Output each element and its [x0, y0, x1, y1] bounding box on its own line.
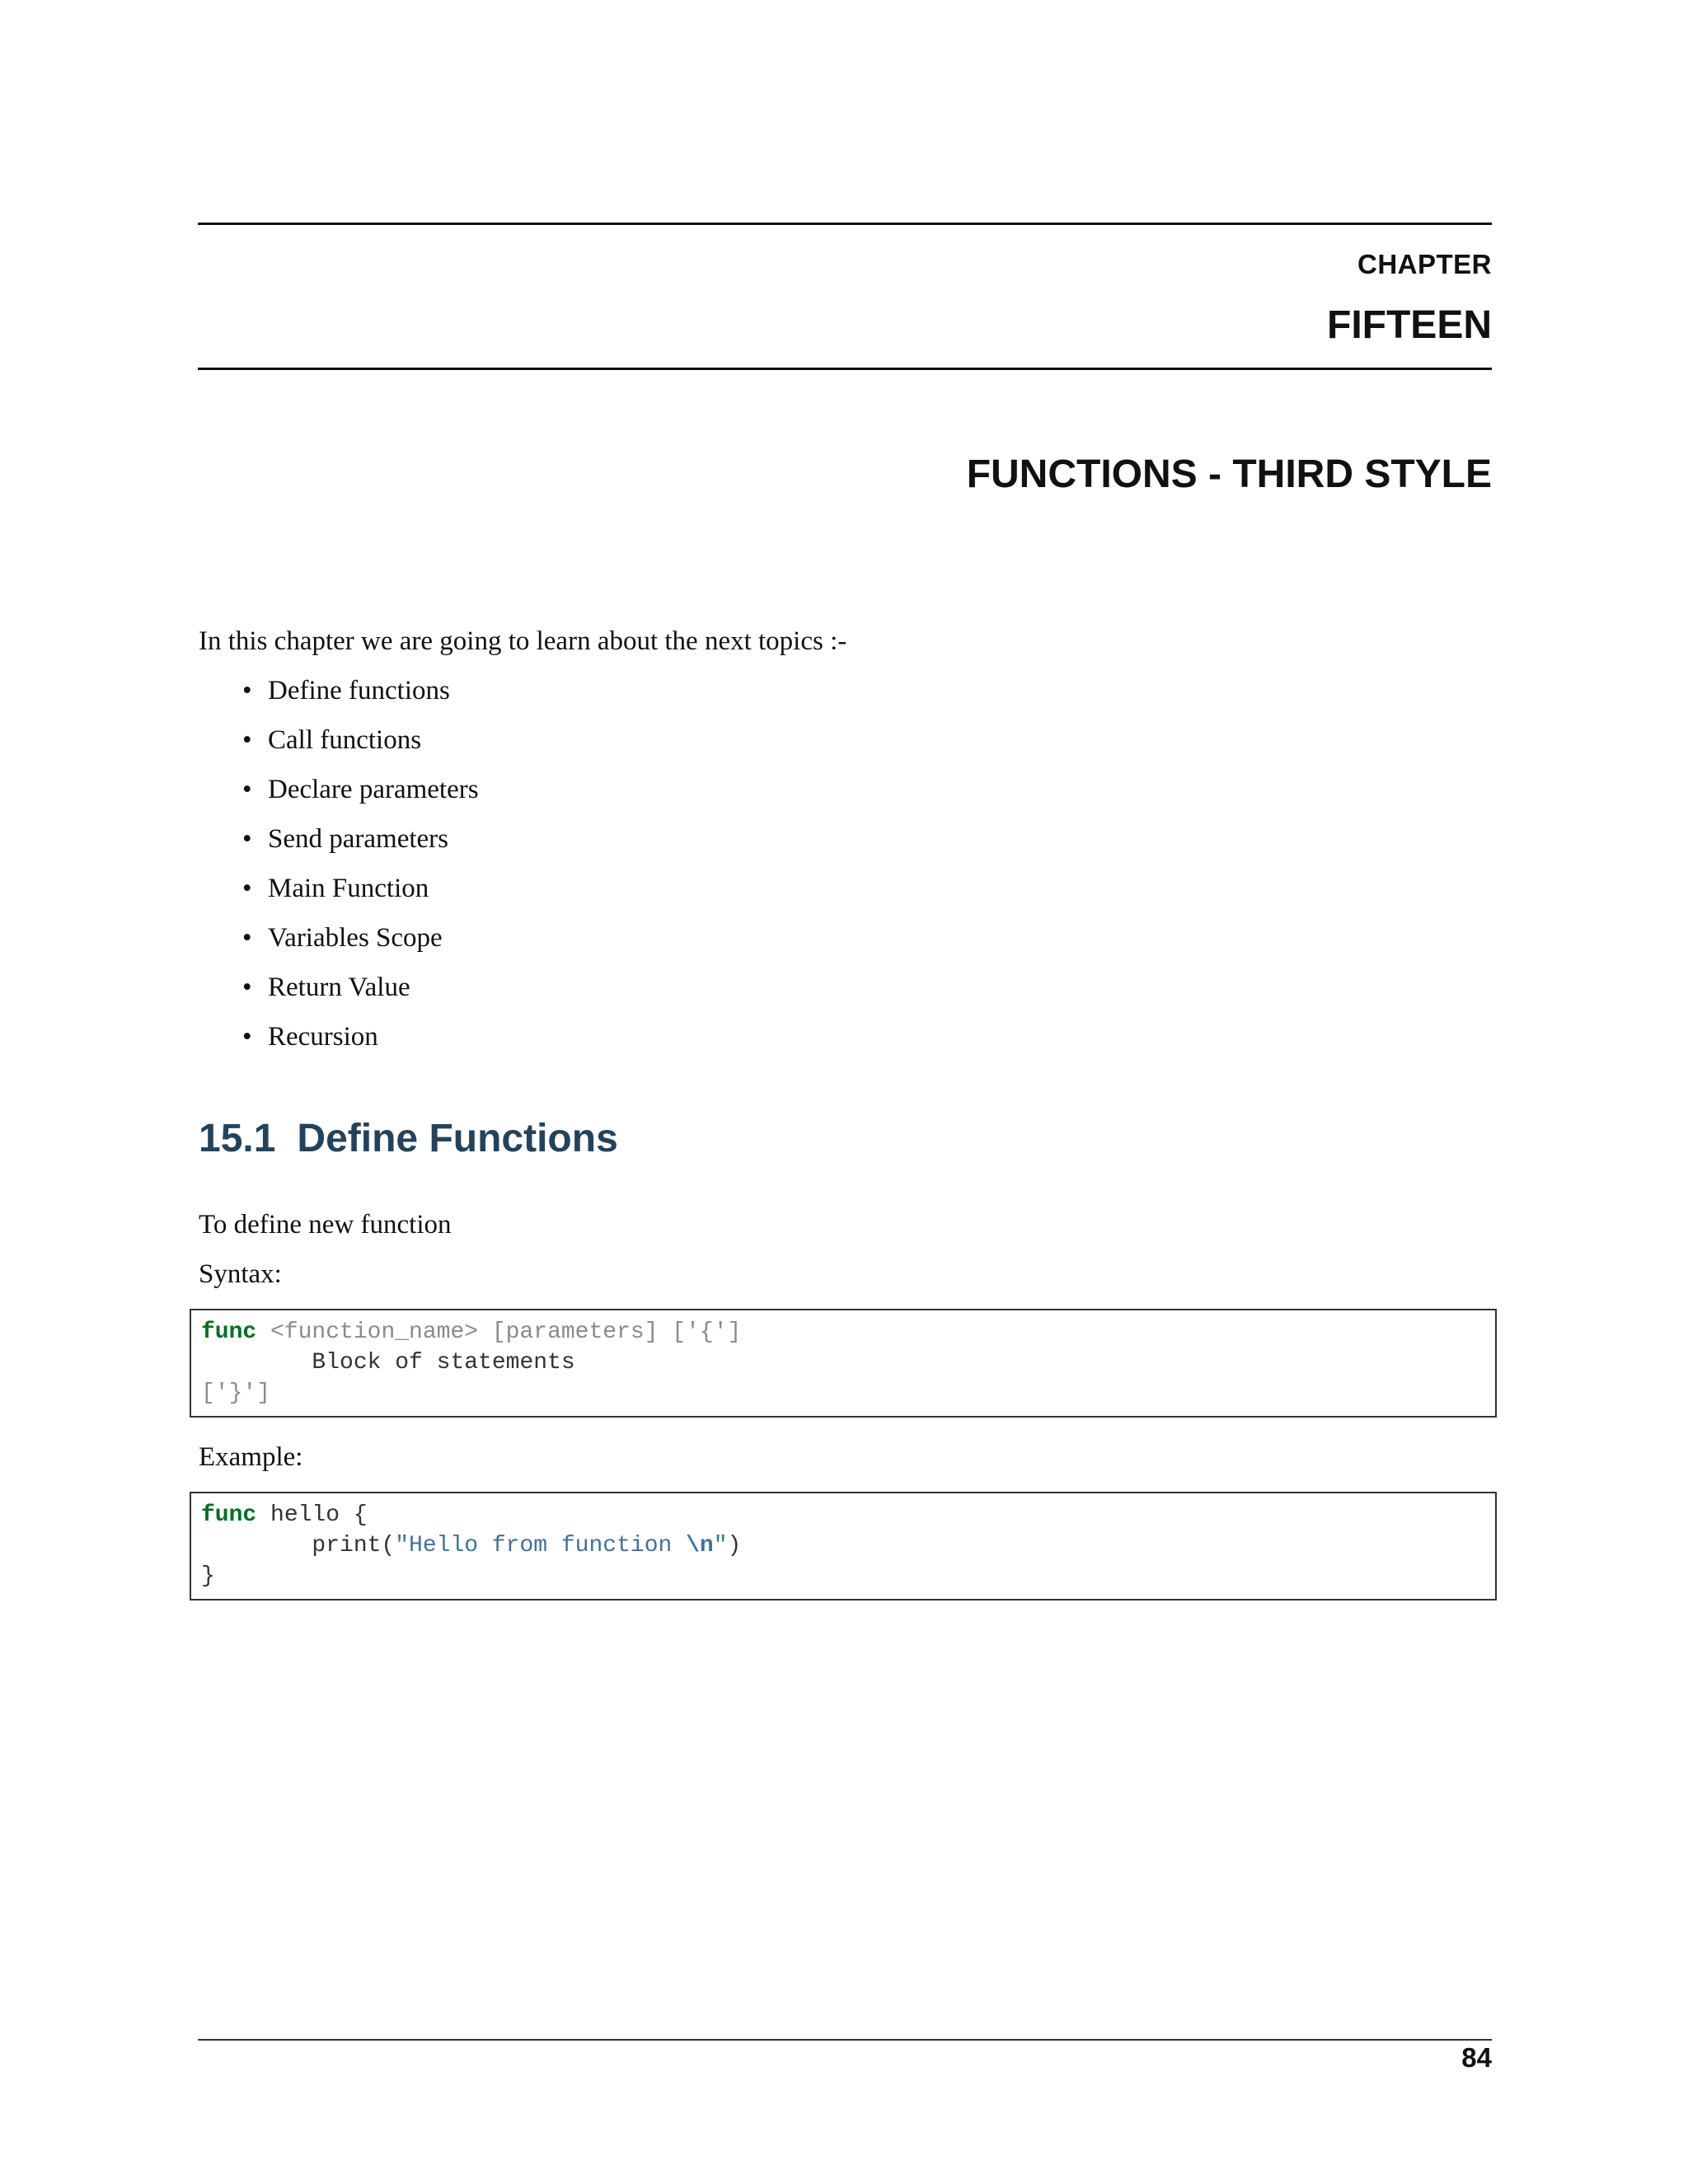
topic-variables-scope: Variables Scope: [268, 923, 443, 953]
topic-main-function: Main Function: [268, 874, 429, 903]
list-item: [242, 872, 479, 921]
define-intro-paragraph: To define new function: [199, 1210, 452, 1240]
code-text: print(: [201, 1533, 396, 1558]
intro-paragraph: In this chapter we are going to learn about the next topics :-: [199, 626, 847, 656]
list-item: [242, 724, 479, 773]
code-string: "Hello from function: [395, 1533, 687, 1558]
topic-declare-parameters: Declare parameters: [268, 775, 479, 804]
code-text: <function_name> [parameters] ['{']: [256, 1319, 742, 1345]
page-number: 84: [1461, 2042, 1492, 2073]
topics-list: [242, 674, 479, 1070]
topic-send-parameters: Send parameters: [268, 824, 448, 854]
topic-define-functions: Define functions: [268, 676, 450, 705]
code-text: ): [727, 1533, 742, 1558]
syntax-label: Syntax:: [199, 1259, 282, 1289]
section-title: Define Functions: [297, 1117, 618, 1160]
topic-call-functions: Call functions: [268, 725, 422, 755]
example-code-block: [190, 1492, 1497, 1601]
list-item: [242, 971, 479, 1020]
code-keyword: func: [201, 1502, 257, 1528]
bullet-icon: •: [242, 874, 252, 903]
list-item: [242, 773, 479, 823]
topic-return-value: Return Value: [268, 972, 410, 1002]
bullet-icon: •: [242, 1022, 252, 1052]
syntax-code-block: [190, 1309, 1497, 1418]
section-heading: [199, 1116, 618, 1161]
chapter-title: FUNCTIONS - THIRD STYLE: [966, 452, 1492, 496]
list-item: [242, 823, 479, 872]
bullet-icon: •: [242, 972, 252, 1002]
code-text: }: [201, 1563, 215, 1589]
section-number: 15.1: [199, 1117, 276, 1160]
bullet-icon: •: [242, 824, 252, 854]
bullet-icon: •: [242, 775, 252, 804]
list-item: [242, 1020, 479, 1070]
bullet-icon: •: [242, 725, 252, 755]
example-label: Example:: [199, 1442, 303, 1472]
code-text: hello {: [256, 1502, 368, 1528]
list-item: [242, 921, 479, 971]
code-text: Block of statements: [201, 1350, 575, 1376]
bullet-icon: •: [242, 923, 252, 953]
footer-rule: [198, 2039, 1492, 2041]
chapter-number: FIFTEEN: [1327, 303, 1492, 347]
code-keyword: func: [201, 1319, 257, 1345]
chapter-bottom-rule: [198, 368, 1492, 370]
code-text: ['}']: [201, 1380, 271, 1406]
code-escape: \n: [686, 1533, 714, 1558]
bullet-icon: •: [242, 676, 252, 705]
chapter-top-rule: [198, 223, 1492, 225]
list-item: [242, 674, 479, 724]
code-string: ": [713, 1533, 728, 1558]
chapter-label: CHAPTER: [1357, 249, 1492, 279]
topic-recursion: Recursion: [268, 1022, 378, 1052]
